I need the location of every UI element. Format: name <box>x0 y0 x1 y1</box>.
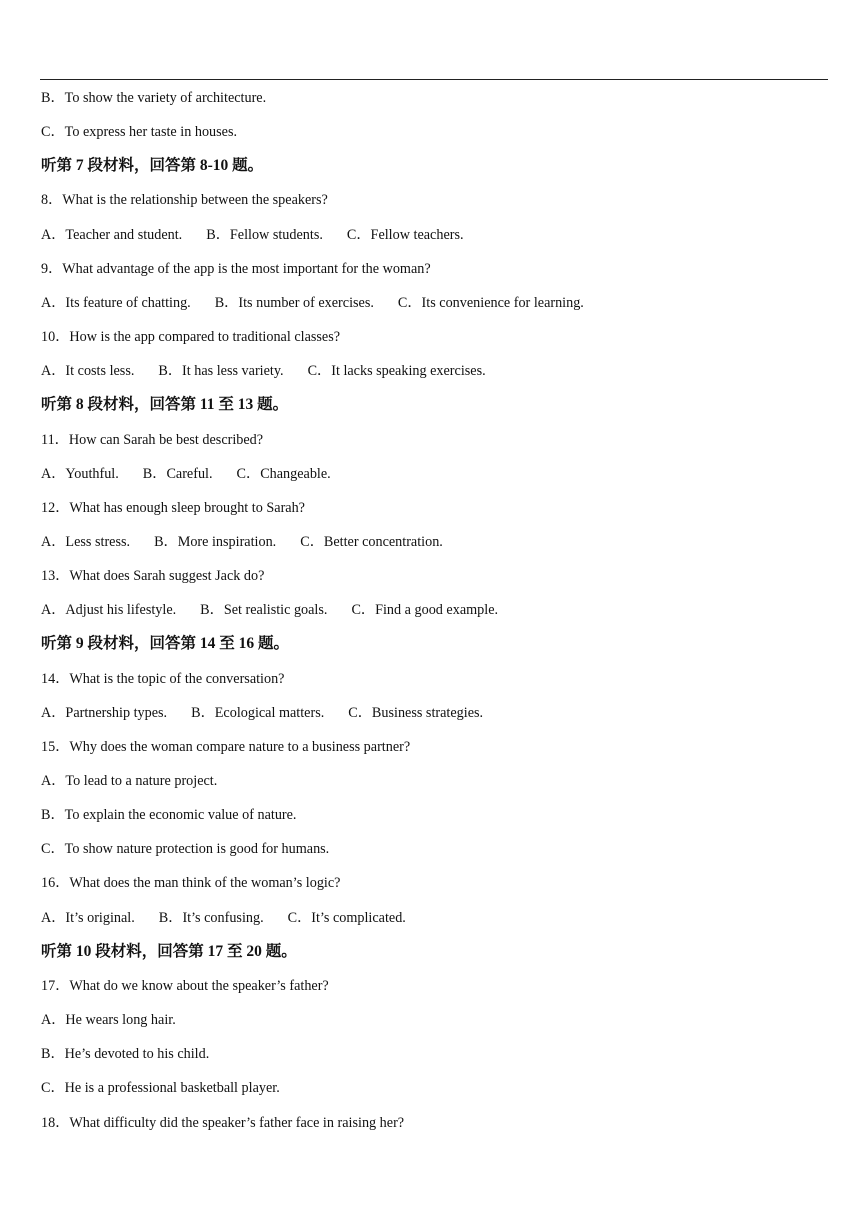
options-row <box>41 533 443 551</box>
answer-option: A．Partnership types. <box>41 704 168 721</box>
answer-option: A．To lead to a nature project. <box>41 773 218 789</box>
question-text: 9．What advantage of the app is the most important for the woman? <box>41 260 431 277</box>
answer-option: B．Its number of exercises. <box>214 294 374 311</box>
question-text: 14．What is the topic of the conversation? <box>41 670 285 687</box>
answer-option: B．It has less variety. <box>158 363 284 380</box>
question-text: 15．Why does the woman compare nature to a business partner? <box>41 738 411 755</box>
options-row <box>41 362 486 380</box>
question-text: 13．What does Sarah suggest Jack do? <box>41 568 265 585</box>
question-text: 10．How is the app compared to traditional classes? <box>41 329 341 346</box>
answer-option: C．To show nature protection is good for humans. <box>41 841 330 858</box>
answer-option: C．Find a good example. <box>351 602 499 619</box>
header-rule <box>40 79 828 80</box>
options-row <box>41 704 483 722</box>
options-row <box>41 601 498 619</box>
answer-option: A．It costs less. <box>41 363 135 380</box>
answer-option: A．Teacher and student. <box>41 226 183 243</box>
answer-option: B．More inspiration. <box>154 533 277 550</box>
answer-option: A．Its feature of chatting. <box>41 294 191 311</box>
question-text: 8．What is the relationship between the speakers? <box>41 192 328 209</box>
question-text: 12．What has enough sleep brought to Sarah? <box>41 499 305 516</box>
question-text: 17．What do we know about the speaker’s father? <box>41 977 329 994</box>
section-heading: 听第 9 段材料，回答第 14 至 16 题。 <box>41 635 290 653</box>
answer-option: B．To explain the economic value of nature. <box>41 807 297 824</box>
answer-option: B．Set realistic goals. <box>200 602 328 619</box>
options-row <box>41 465 331 483</box>
section-heading: 听第 8 段材料，回答第 11 至 13 题。 <box>41 396 289 414</box>
answer-option: C．He is a professional basketball player. <box>41 1080 280 1097</box>
section-heading: 听第 10 段材料，回答第 17 至 20 题。 <box>41 942 297 960</box>
answer-option: B．To show the variety of architecture. <box>41 90 267 106</box>
answer-option: C．Business strategies. <box>348 704 484 721</box>
question-text: 18．What difficulty did the speaker’s father face in raising her? <box>41 1114 405 1131</box>
options-row <box>41 226 464 244</box>
answer-option: B．He’s devoted to his child. <box>41 1046 210 1063</box>
question-text: 11．How can Sarah be best described? <box>41 431 264 448</box>
options-row <box>41 294 584 312</box>
answer-option: C．Changeable. <box>236 465 331 482</box>
answer-option: C．Fellow teachers. <box>346 226 464 243</box>
answer-option: A．He wears long hair. <box>41 1012 176 1029</box>
answer-option: C．Better concentration. <box>300 533 443 550</box>
answer-option: A．It’s original. <box>41 909 135 926</box>
answer-option: B．Fellow students. <box>206 226 323 243</box>
answer-option: A．Less stress. <box>41 533 131 550</box>
options-row <box>41 909 406 927</box>
answer-option: C．Its convenience for learning. <box>397 294 584 311</box>
answer-option: B．It’s confusing. <box>158 909 264 926</box>
answer-option: C．It lacks speaking exercises. <box>307 363 486 380</box>
answer-option: A．Youthful. <box>41 465 119 482</box>
answer-option: B．Careful. <box>142 465 213 482</box>
answer-option: B．Ecological matters. <box>191 704 325 721</box>
question-text: 16．What does the man think of the woman’s logic? <box>41 875 341 892</box>
answer-option: C．To express her taste in houses. <box>41 124 238 141</box>
section-heading: 听第 7 段材料，回答第 8-10 题。 <box>41 157 264 175</box>
answer-option: A．Adjust his lifestyle. <box>41 602 177 619</box>
answer-option: C．It’s complicated. <box>287 909 406 926</box>
